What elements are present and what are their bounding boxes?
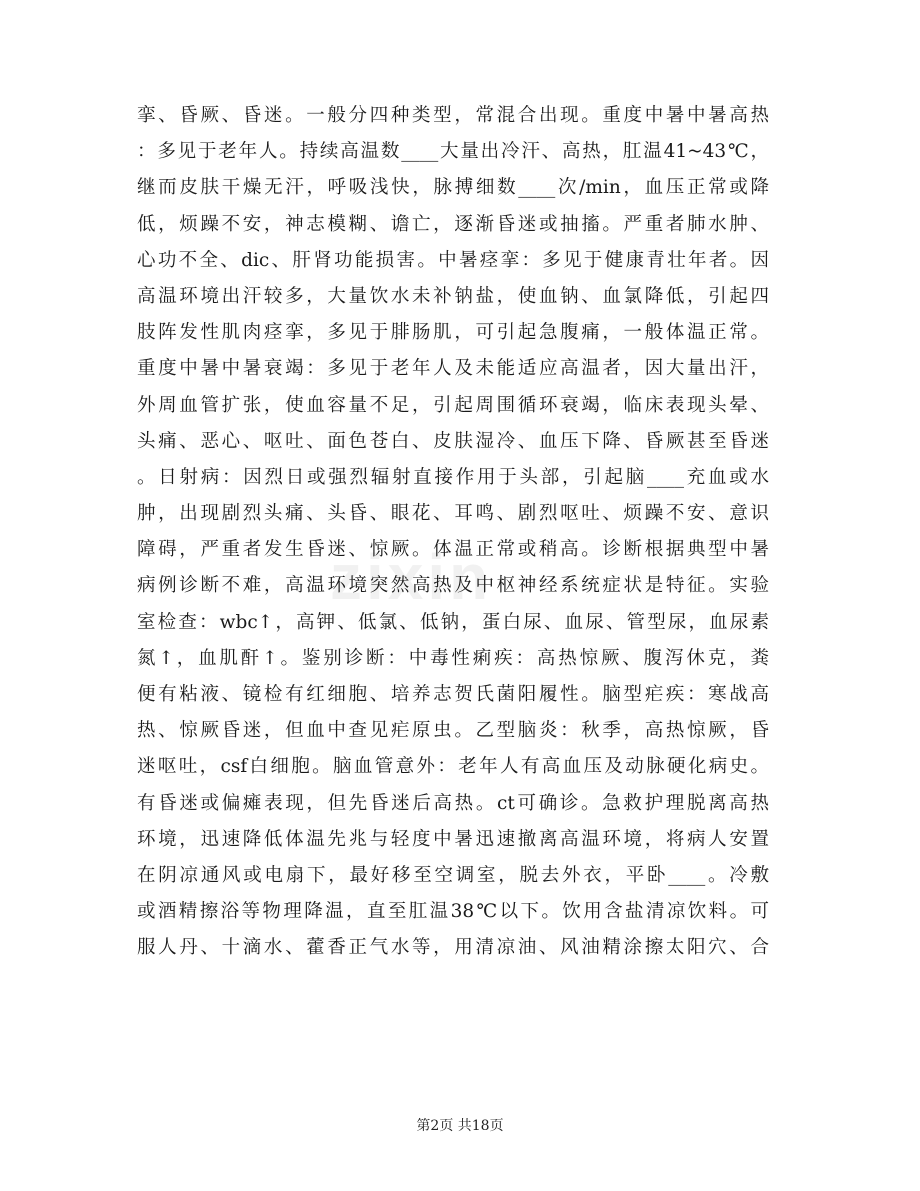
body-text bbox=[137, 98, 787, 967]
text-line: 头痛、恶心、呕吐、面色苍白、皮肤湿冷、血压下降、昏厥甚至昏迷 bbox=[137, 430, 769, 452]
text-line: 便有粘液、镜检有红细胞、培养志贺氏菌阳履性。脑型疟疾：寒战高 bbox=[137, 684, 769, 705]
text-line: 有昏迷或偏瘫表现，但先昏迷后高热。ct可确诊。急救护理脱离高热 bbox=[137, 792, 769, 814]
text-line: 重度中暑中暑衰竭：多见于老年人及未能适应高温者，因大量出汗， bbox=[137, 358, 769, 380]
text-line: 热、惊厥昏迷，但血中查见疟原虫。乙型脑炎：秋季，高热惊厥，昏 bbox=[137, 720, 769, 742]
page-number-footer: 第2页 共18页 bbox=[416, 1118, 504, 1134]
text-line: 肢阵发性肌肉痉挛，多见于腓肠肌，可引起急腹痛，一般体温正常。 bbox=[137, 322, 769, 344]
text-line: ：多见于老年人。持续高温数____大量出冷汗、高热，肛温41~43℃， bbox=[137, 141, 769, 163]
text-line: 继而皮肤干燥无汗，呼吸浅快，脉搏细数____次/min，血压正常或降 bbox=[137, 177, 769, 199]
text-line: 障碍，严重者发生昏迷、惊厥。体温正常或稍高。诊断根据典型中暑 bbox=[137, 539, 769, 561]
text-line: 服人丹、十滴水、藿香正气水等，用清凉油、风油精涂擦太阳穴、合 bbox=[137, 937, 769, 959]
text-line: 迷呕吐，csf白细胞。脑血管意外：老年人有高血压及动脉硬化病史。 bbox=[137, 756, 769, 778]
text-line: 高温环境出汗较多，大量饮水未补钠盐，使血钠、血氯降低，引起四 bbox=[137, 285, 769, 307]
text-line: 氮↑，血肌酐↑。鉴别诊断：中毒性痢疾：高热惊厥、腹泻休克，粪 bbox=[137, 647, 769, 669]
text-line: 。日射病：因烈日或强烈辐射直接作用于头部，引起脑____充血或水 bbox=[137, 466, 769, 488]
text-line: 环境，迅速降低体温先兆与轻度中暑迅速撤离高温环境，将病人安置 bbox=[137, 828, 769, 850]
text-line: 肿，出现剧烈头痛、头昏、眼花、耳鸣、剧烈呕吐、烦躁不安、意识 bbox=[137, 503, 769, 525]
text-line: 病例诊断不难，高温环境突然高热及中枢神经系统症状是特征。实验 bbox=[137, 575, 769, 597]
text-line: 低，烦躁不安，神志模糊、谵亡，逐渐昏迷或抽搐。严重者肺水肿、 bbox=[137, 213, 769, 235]
text-line: 心功不全、dic、肝肾功能损害。中暑痉挛：多见于健康青壮年者。因 bbox=[137, 249, 769, 271]
text-line: 室检查：wbc↑，高钾、低氯、低钠，蛋白尿、血尿、管型尿，血尿素 bbox=[137, 611, 769, 633]
watermark: zixin bbox=[330, 541, 493, 613]
text-line: 外周血管扩张，使血容量不足，引起周围循环衰竭，临床表现头晕、 bbox=[137, 394, 769, 416]
text-line: 在阴凉通风或电扇下，最好移至空调室，脱去外衣，平卧____。冷敷 bbox=[137, 864, 769, 886]
text-line: 或酒精擦浴等物理降温，直至肛温38℃以下。饮用含盐清凉饮料。可 bbox=[137, 901, 769, 923]
text-line: 挛、昏厥、昏迷。一般分四种类型，常混合出现。重度中暑中暑高热 bbox=[137, 105, 769, 126]
